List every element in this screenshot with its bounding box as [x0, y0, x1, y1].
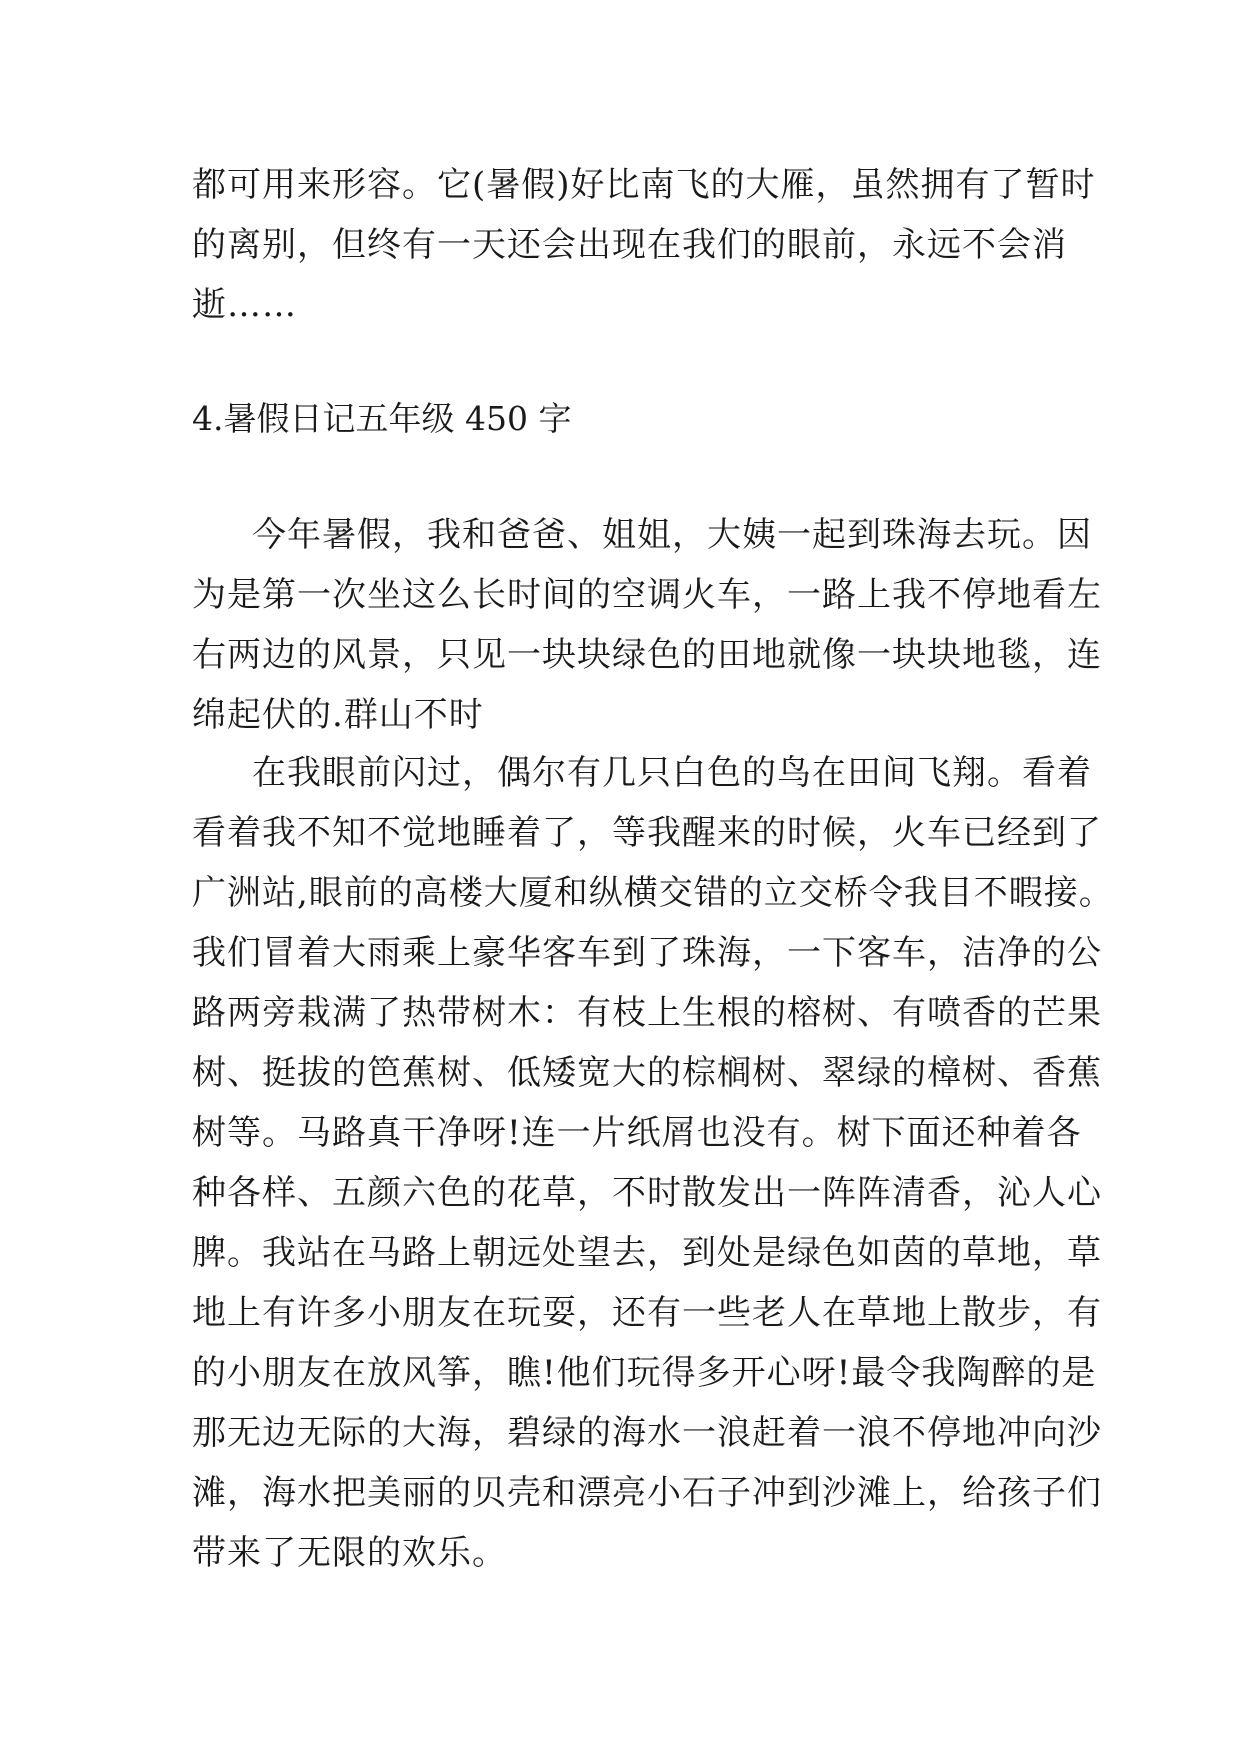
paragraph-line: 那无边无际的大海，碧绿的海水一浪赶着一浪不停地冲向沙	[192, 1413, 1102, 1453]
paragraph-line: 的小朋友在放风筝，瞧!他们玩得多开心呀!最令我陶醉的是	[192, 1353, 1097, 1393]
paragraph-line: 树、挺拔的笆蕉树、低矮宽大的棕榈树、翠绿的樟树、香蕉	[192, 1053, 1102, 1093]
paragraph-line: 今年暑假，我和爸爸、姐姐，大姨一起到珠海去玩。因	[252, 515, 1092, 555]
section-heading: 4.暑假日记五年级 450 字	[192, 399, 572, 438]
paragraph-line: 种各样、五颜六色的花草，不时散发出一阵阵清香，沁人心	[192, 1173, 1102, 1213]
paragraph-line: 树等。马路真干净呀!连一片纸屑也没有。树下面还种着各	[192, 1113, 1082, 1153]
paragraph-line: 逝……	[192, 285, 297, 325]
paragraph-line: 地上有许多小朋友在玩耍，还有一些老人在草地上散步，有	[192, 1293, 1102, 1333]
paragraph-line: 脾。我站在马路上朝远处望去，到处是绿色如茵的草地，草	[192, 1233, 1102, 1273]
paragraph-line: 在我眼前闪过，偶尔有几只白色的鸟在田间飞翔。看着	[252, 753, 1092, 793]
paragraph-line: 滩，海水把美丽的贝壳和漂亮小石子冲到沙滩上，给孩子们	[192, 1473, 1102, 1513]
paragraph-line: 带来了无限的欢乐。	[192, 1533, 507, 1573]
paragraph-line: 都可用来形容。它(暑假)好比南飞的大雁，虽然拥有了暂时	[192, 165, 1096, 205]
paragraph-line: 绵起伏的.群山不时	[192, 695, 484, 735]
paragraph-line: 看着我不知不觉地睡着了，等我醒来的时候，火车已经到了	[192, 813, 1102, 853]
paragraph-line: 路两旁栽满了热带树木：有枝上生根的榕树、有喷香的芒果	[192, 993, 1102, 1033]
paragraph-line: 的离别，但终有一天还会出现在我们的眼前，永远不会消	[192, 225, 1067, 265]
paragraph-line: 为是第一次坐这么长时间的空调火车，一路上我不停地看左	[192, 575, 1102, 615]
paragraph-line: 我们冒着大雨乘上豪华客车到了珠海，一下客车，洁净的公	[192, 933, 1102, 973]
paragraph-line: 右两边的风景，只见一块块绿色的田地就像一块块地毯，连	[192, 635, 1102, 675]
paragraph-line: 广洲站,眼前的高楼大厦和纵横交错的立交桥令我目不暇接。	[192, 873, 1114, 913]
